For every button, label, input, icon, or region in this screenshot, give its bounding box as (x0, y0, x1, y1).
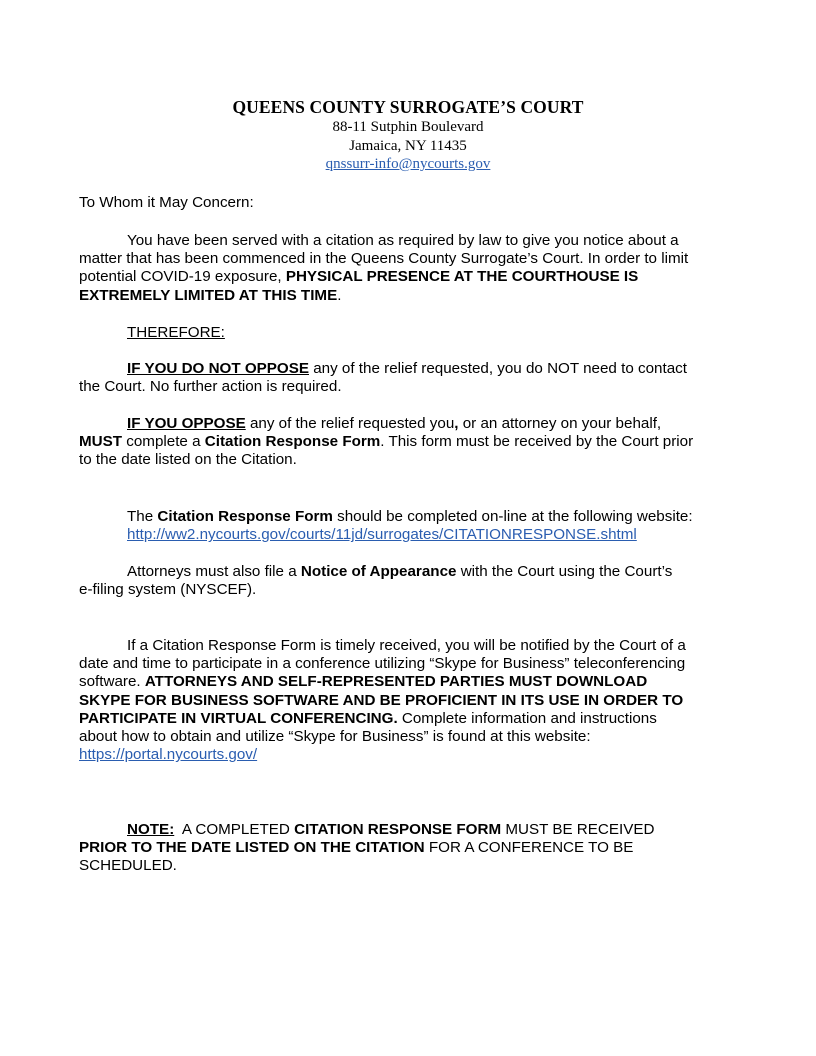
paragraph-response-form: The Citation Response Form should be completed on-line at the following website: http://ww2.nycourts.gov/courts/11jd/surrogates/CITATIONRESPONSE.shtml (127, 508, 693, 544)
paragraph-note: NOTE: A COMPLETED CITATION RESPONSE FORM MUST BE RECEIVED PRIOR TO THE DATE LISTED ON THE CITATION FOR A CONFERENCE TO BE SCHEDULED. (79, 821, 655, 875)
court-email-link[interactable]: qnssurr-info@nycourts.gov (325, 156, 491, 172)
paragraph-service-notice: You have been served with a citation as required by law to give you notice about a matter that has been commenced in the Queens County Surrogate’s Court. In order to limit potential COVID-19 exposure, PHYSICAL PRESENCE AT THE COURTHOUSE IS EXTREMELY LIMITED AT THIS TIME. (79, 232, 689, 304)
letterhead (0, 96, 816, 174)
address-line-2: Jamaica, NY 11435 (349, 137, 467, 154)
address-line-1: 88-11 Sutphin Boulevard (332, 119, 484, 135)
paragraph-oppose: IF YOU OPPOSE any of the relief requested you, or an attorney on your behalf, MUST complete a Citation Response Form. This form must be received by the Court prior to the date listed on the Citation. (79, 415, 694, 469)
court-name: QUEENS COUNTY SURROGATE’S COURT (232, 97, 584, 117)
salutation: To Whom it May Concern: (79, 194, 254, 211)
paragraph-notice-of-appearance: Attorneys must also file a Notice of Appearance with the Court using the Court’s e-filing system (NYSCEF). (79, 563, 673, 599)
therefore-heading: THEREFORE: (127, 324, 225, 341)
paragraph-skype-conference: If a Citation Response Form is timely received, you will be notified by the Court of a date and time to participate in a conference utilizing “Skype for Business” teleconferencing software. ATTORNEYS AND SELF-REPRESENTED PARTIES MUST DOWNLOAD SKYPE FOR BUSINESS SOFTWARE AND BE PROFICIENT IN ITS USE IN ORDER TO PARTICIPATE IN VIRTUAL CONFERENCING. Complete information and instructions about how to obtain and utilize “Skype for Business” is found at this website: https://portal.nycourts.gov/ (79, 637, 686, 764)
citation-response-link[interactable]: http://ww2.nycourts.gov/courts/11jd/surrogates/CITATIONRESPONSE.shtml (127, 526, 637, 544)
paragraph-do-not-oppose: IF YOU DO NOT OPPOSE any of the relief requested, you do NOT need to contact the Court. No further action is required. (79, 360, 687, 396)
portal-link[interactable]: https://portal.nycourts.gov/ (79, 746, 258, 764)
